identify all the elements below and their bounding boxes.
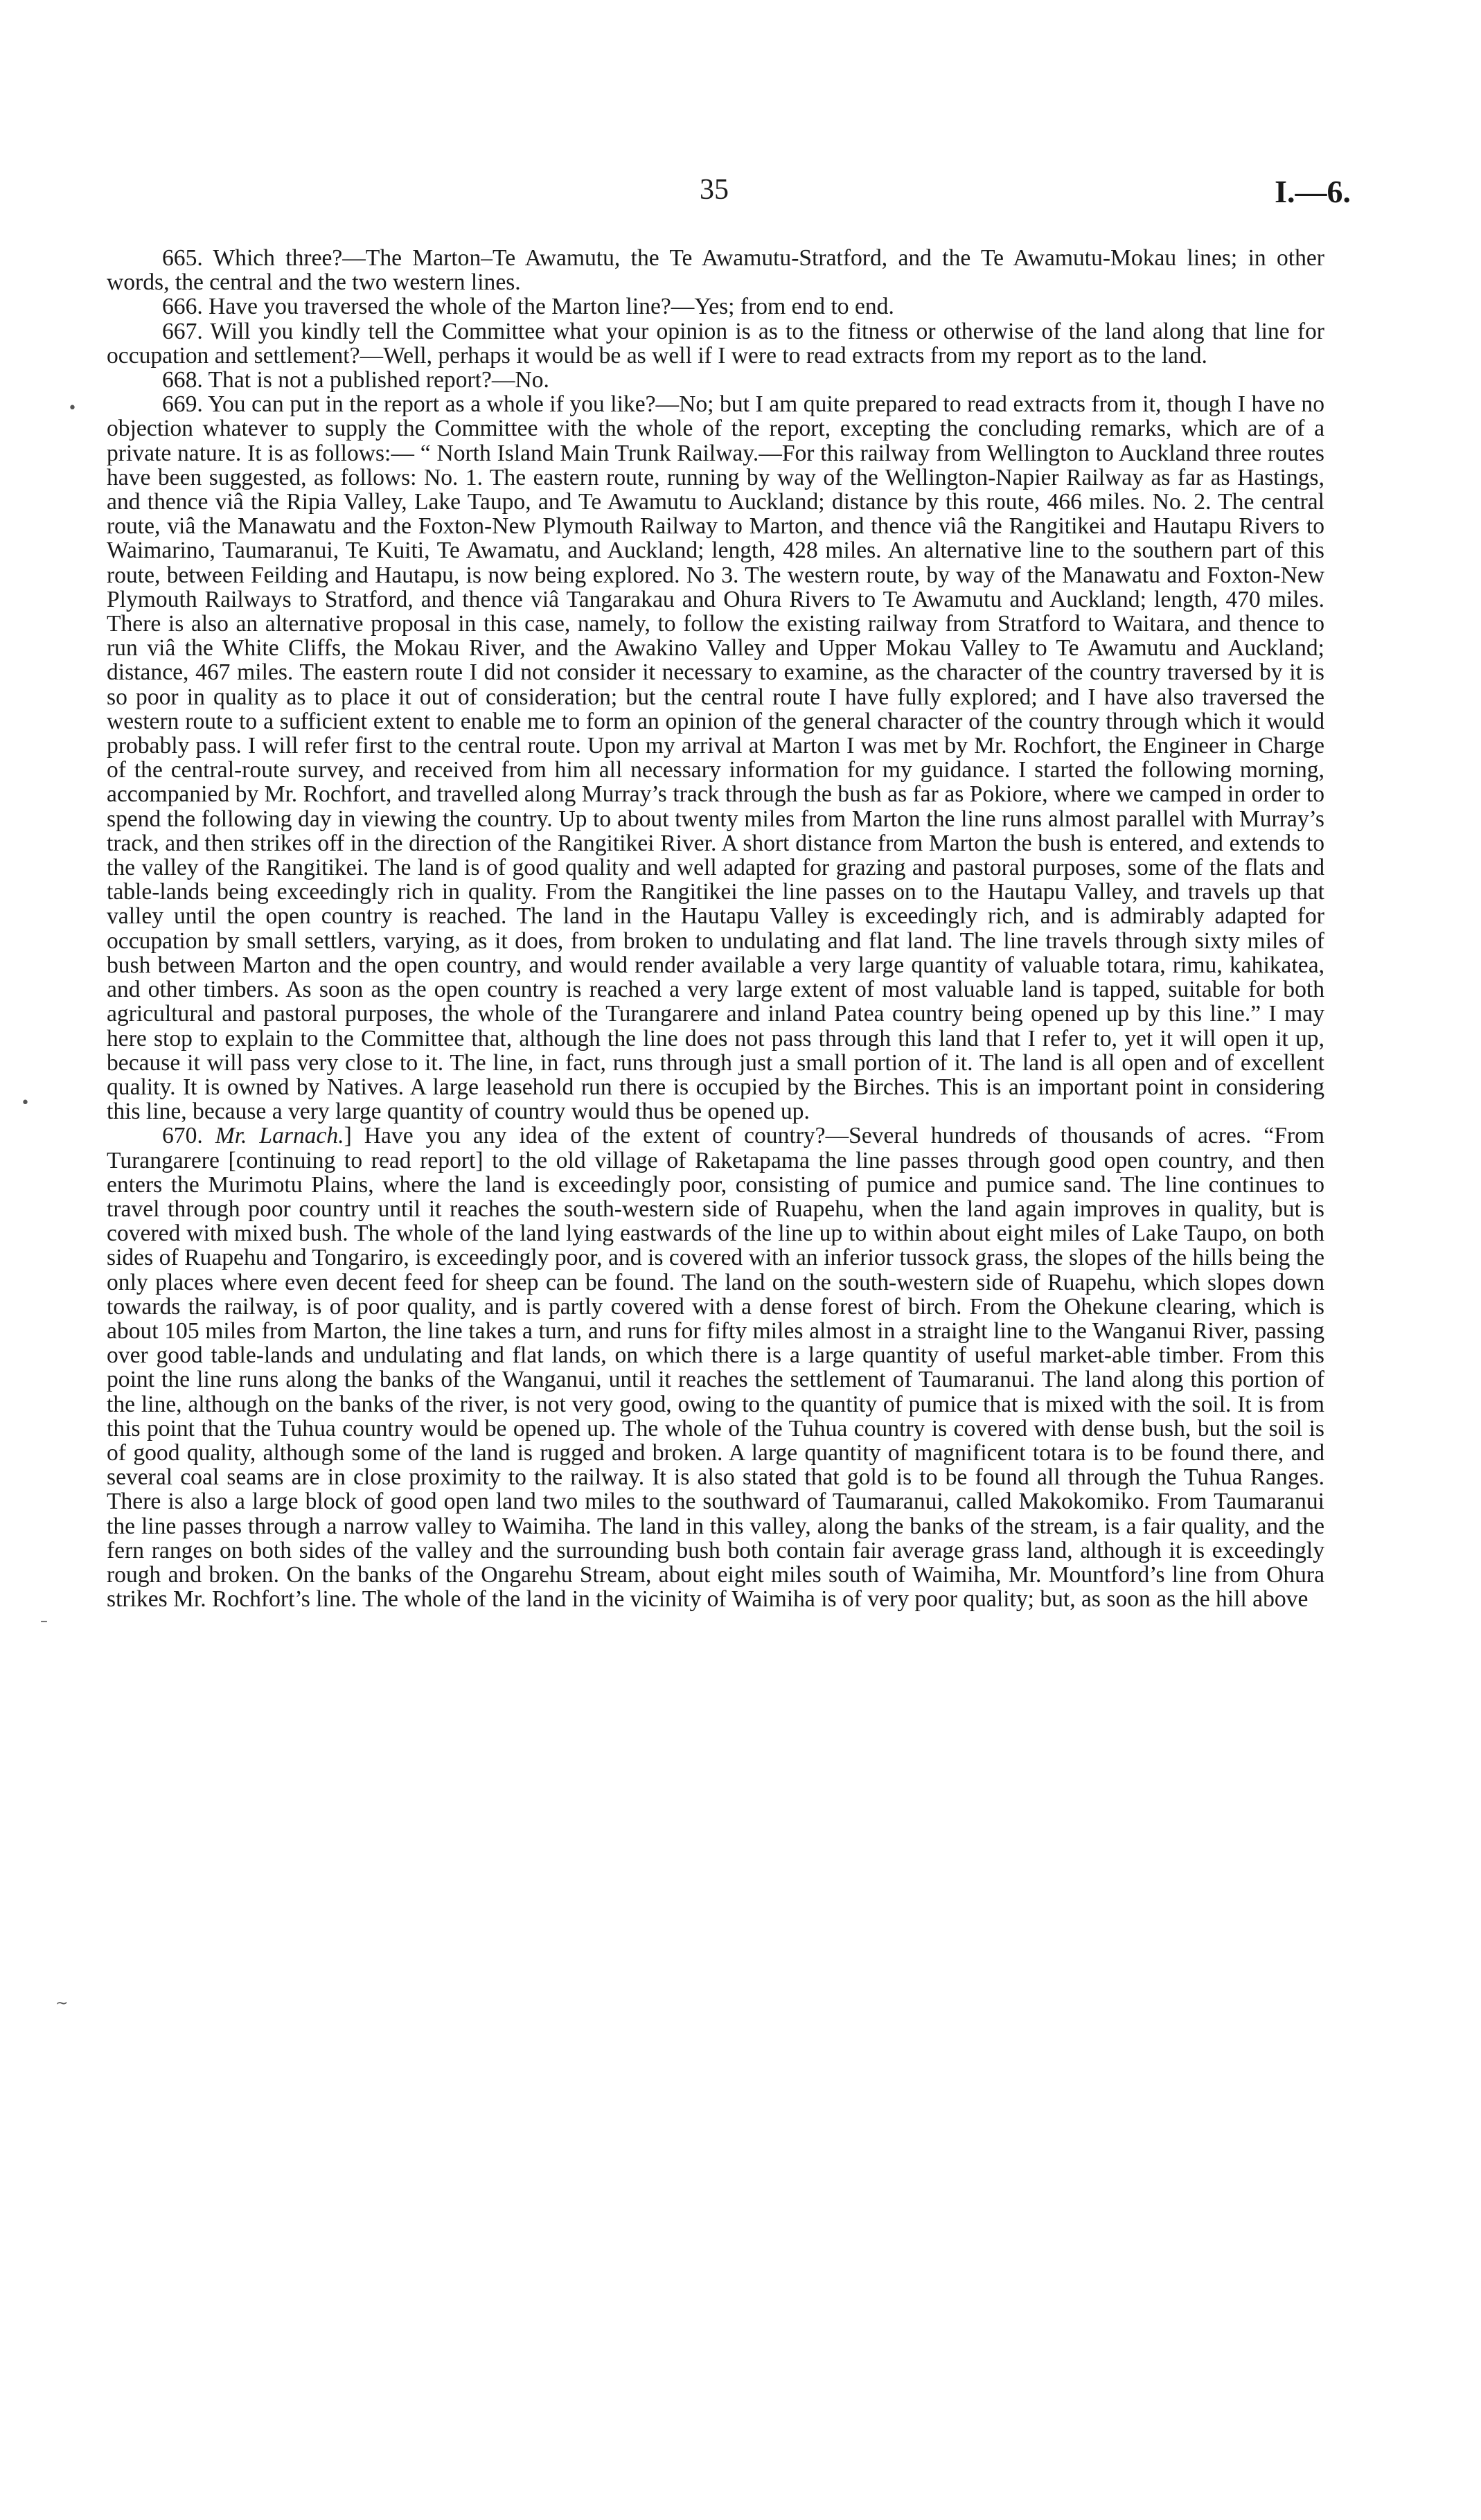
paragraph-669: 669. You can put in the report as a whole if you like?—No; but I am quite prepared to read extracts from it, though I have no objection whatever to supply the Committee with the whole of the report, excepting the concluding remarks, which are of a private nature. It is as follows:— “ North Island Main Trunk Railway.—For this railway from Wellington to Auckland three routes have been suggested, as follows: No. 1. The eastern route, running by way of the Wellington-Napier Railway as far as Hastings, and thence viâ the Ripia Valley, Lake Taupo, and Te Awamutu to Auckland; distance by this route, 466 miles. No. 2. The central route, viâ the Manawatu and the Foxton-New Plymouth Railway to Marton, and thence viâ the Rangitikei and Hautapu Rivers to Waimarino, Taumaranui, Te Kuiti, Te Awamatu, and Auckland; length, 428 miles. An alternative line to the southern part of this route, between Feilding and Hautapu, is now being explored. No 3. The western route, by way of the Manawatu and Foxton-New Plymouth Railways to Stratford, and thence viâ Tangarakau and Ohura Rivers to Te Awamutu and Auckland; length, 470 miles. There is also an alternative proposal in this case, namely, to follow the existing railway from Stratford to Waitara, and thence to run viâ the White Cliffs, the Mokau River, and the Awakino Valley and Upper Mokau Valley to Te Awamutu and Auckland; distance, 467 miles. The eastern route I did not consider it necessary to examine, as the character of the country traversed by it is so poor in quality as to place it out of consideration; but the central route I have fully explored; and I have also traversed the western route to a sufficient extent to enable me to form an opinion of the general character of the country through which it would probably pass. I will refer first to the central route. Upon my arrival at Marton I was met by Mr. Rochfort, the Engineer in Charge of the central-route survey, and received from him all necessary information for my guidance. I started the following morning, accompanied by Mr. Rochfort, and travelled along Murray’s track through the bush as far as Pokiore, where we camped in order to spend the following day in viewing the country. Up to about twenty miles from Marton the line runs almost parallel with Murray’s track, and then strikes off in the direction of the Rangitikei River. A short distance from Marton the bush is entered, and extends to the valley of the Rangitikei. The land is of good quality and well adapted for grazing and pastoral purposes, some of the flats and table-lands being exceedingly rich in quality. From the Rangitikei the line passes on to the Hautapu Valley, and travels up that valley until the open country is reached. The land in the Hautapu Valley is exceedingly rich, and is admirably adapted for occupation by small settlers, varying, as it does, from broken to undulating and flat land. The line travels through sixty miles of bush between Marton and the open country, and would render available a very large quantity of valuable totara, rimu, kahikatea, and other timbers. As soon as the open country is reached a very large extent of most valuable land is tapped, suitable for both agricultural and pastoral purposes, the whole of the Turangarere and inland Patea country being opened up by this line.” I may here stop to explain to the Committee that, although the line does not pass through this land that I refer to, yet it will open it up, because it will pass very close to it. The line, in fact, runs through just a small portion of it. The land is all open and of excellent quality. It is owned by Natives. A large leasehold run there is occupied by the Birches. This is an important point in considering this line, because a very large quantity of country would thus be opened up. <box>107 391 1324 1125</box>
paragraph-667: 667. Will you kindly tell the Committee what your opinion is as to the fitness or otherwise of the land along that line for occupation and settlement?—Well, perhaps it would be as well if I were to read extracts from my report as to the land. <box>107 318 1324 369</box>
page-number: 35 <box>700 174 729 206</box>
margin-dash-mark: – <box>40 1613 48 1630</box>
margin-dot-mark: • <box>21 1094 30 1112</box>
margin-scribble-mark: ~ <box>55 1995 69 2012</box>
paragraph-670: 670. Mr. Larnach.] Have you any idea of the extent of country?—Several hundreds of thousands of acres. “From Turangarere [continuing to read report] to the old village of Raketapama the line passes through good open country, and then enters the Murimotu Plains, where the land is exceedingly poor, consisting of pumice and pumice sand. The line continues to travel through poor country until it reaches the south-western side of Ruapehu, when the land again improves in quality, but is covered with mixed bush. The whole of the land lying eastwards of the line up to within about eight miles of Lake Taupo, on both sides of Ruapehu and Tongariro, is exceedingly poor, and is covered with an inferior tussock grass, the slopes of the hills being the only places where even decent feed for sheep can be found. The land on the south-western side of Ruapehu, which slopes down towards the railway, is of poor quality, and is partly covered with a dense forest of birch. From the Ohekune clearing, which is about 105 miles from Marton, the line takes a turn, and runs for fifty miles almost in a straight line to the Wanganui River, passing over good table-lands and undulating and flat lands, on which there is a large quantity of useful market-able timber. From this point the line runs along the banks of the Wanganui, until it reaches the settlement of Taumaranui. The land along this portion of the line, although on the banks of the river, is not very good, owing to the quantity of pumice that is mixed with the soil. It is from this point that the Tuhua country would be opened up. The whole of the Tuhua country is covered with dense bush, but the soil is of good quality, although some of the land is rugged and broken. A large quantity of magnificent totara is to be found there, and several coal seams are in close proximity to the railway. It is also stated that gold is to be found all through the Tuhua Ranges. There is also a large block of good open land two miles to the southward of Taumaranui, called Makokomiko. From Taumaranui the line passes through a narrow valley to Waimiha. The land in this valley, along the banks of the stream, is a fair quality, and the fern ranges on both sides of the valley and the surrounding bush both contain fair average grass land, although it is exceedingly rough and broken. On the banks of the Ongarehu Stream, about eight miles south of Waimiha, Mr. Mountford’s line from Ohura strikes Mr. Rochfort’s line. The whole of the land in the vicinity of Waimiha is of very poor quality; but, as soon as the hill above <box>107 1123 1324 1613</box>
page-header <box>104 173 1351 215</box>
paragraph-665: 665. Which three?—The Marton–Te Awamutu, the Te Awamutu-Stratford, and the Te Awamutu-Mokau lines; in other words, the central and the two western lines. <box>107 245 1324 296</box>
body-text <box>107 246 1324 1611</box>
paragraph-668: 668. That is not a published report?—No. <box>162 367 549 393</box>
margin-dot-mark: • <box>68 400 77 417</box>
speaker-name: Mr. Larnach. <box>215 1123 344 1149</box>
question-number: 670. <box>162 1123 203 1149</box>
document-reference: I.—6. <box>1275 174 1351 209</box>
paragraph-666: 666. Have you traversed the whole of the Marton line?—Yes; from end to end. <box>162 294 894 320</box>
